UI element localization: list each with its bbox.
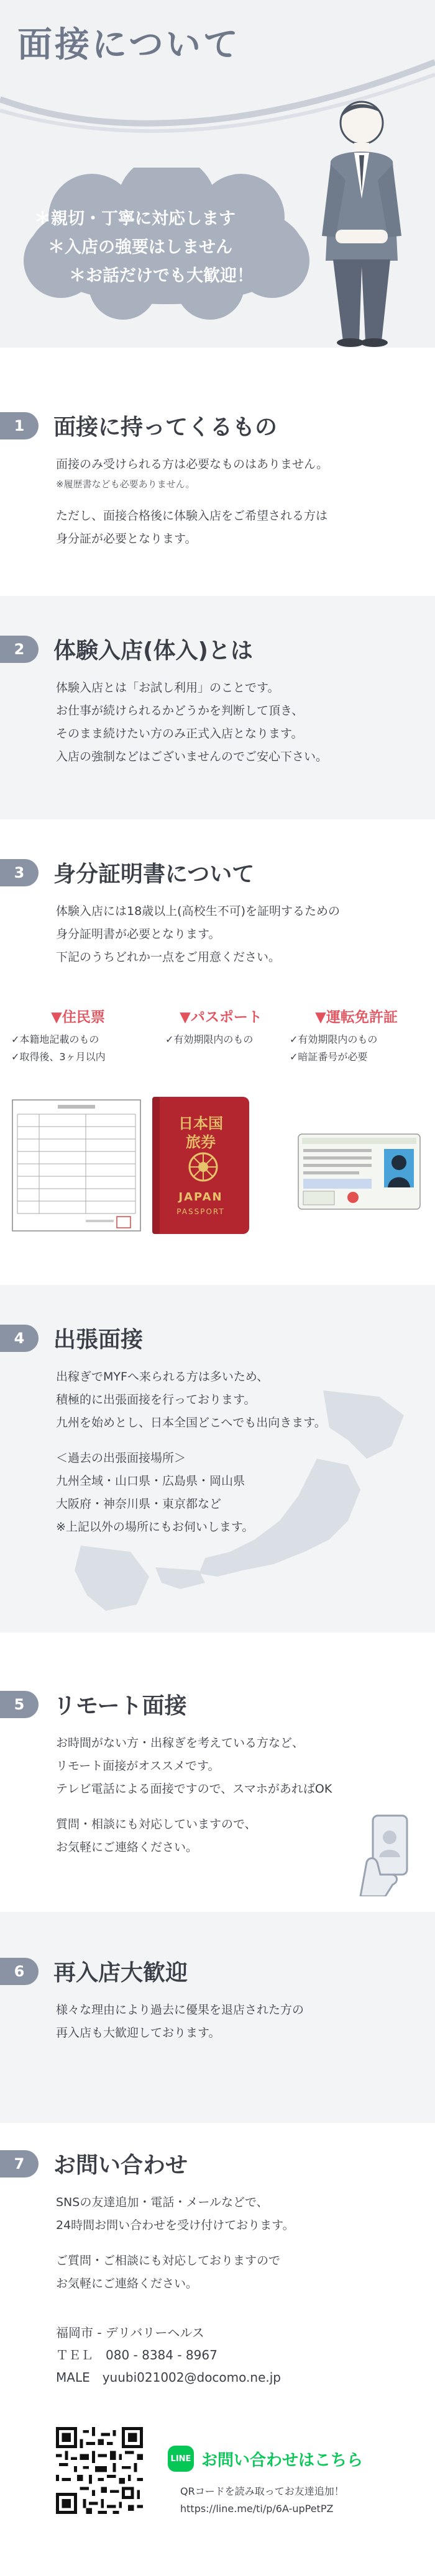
- body-note: ※履歴書なども必要ありません。: [56, 479, 195, 490]
- doc-label: ▼住民票: [51, 1009, 105, 1025]
- line-contact-label[interactable]: お問い合わせはこちら: [201, 2451, 364, 2470]
- section-header: [0, 1322, 143, 1354]
- section-number-badge: 3: [0, 859, 39, 886]
- passport-line: JAPAN: [178, 1191, 223, 1204]
- body-line: 面接のみ受けられる方は必要なものはありません。: [56, 457, 329, 471]
- body-line: 体験入店とは「お試し利用」のことです。: [56, 681, 280, 695]
- section-title: 面接に持ってくるもの: [53, 415, 278, 440]
- passport-subtitle: [151, 1191, 250, 1216]
- section-header: [0, 1688, 187, 1720]
- body-line: ご質問・ご相談にも対応しておりますので: [56, 2254, 281, 2268]
- smartphone-hand-icon: [354, 1813, 423, 1896]
- body-line: 入店の強制などはございませんのでご安心下さい。: [56, 750, 328, 763]
- doc-note: ✓有効期限内のもの: [290, 1034, 378, 1045]
- section-title: お問い合わせ: [53, 2153, 188, 2178]
- hero-line-2: ＊入店の強要はしません: [48, 238, 232, 257]
- body-line: お仕事が続けられるかどうかを判断して頂き、: [56, 704, 304, 718]
- body-line: 再入店も大歓迎しております。: [56, 2026, 221, 2040]
- passport-line: 旅券: [186, 1133, 216, 1151]
- section-remote-visit: [0, 1285, 435, 1633]
- line-contact-link[interactable]: [168, 2446, 363, 2472]
- line-qr-code-icon[interactable]: [56, 2427, 143, 2514]
- section-title: 体験入店(体入)とは: [53, 638, 253, 664]
- section-body: [56, 1999, 423, 2045]
- body-line: リモート面接がオススメです。: [56, 1759, 220, 1773]
- section-header: [0, 410, 277, 441]
- section-title: 再入店大歓迎: [53, 1960, 188, 1986]
- body-line: お時間がない方・出稼ぎを考えている方など、: [56, 1736, 304, 1750]
- doc-note: ✓取得後、3ヶ月以内: [11, 1051, 106, 1063]
- body-line: ※上記以外の場所にもお伺いします。: [56, 1520, 254, 1534]
- section-number-badge: 6: [0, 1958, 39, 1985]
- body-line: 積極的に出張面接を行っております。: [56, 1393, 256, 1407]
- section-number-badge: 2: [0, 636, 39, 663]
- id-document-list: [11, 1006, 424, 1241]
- body-line: 九州全域・山口県・広島県・岡山県: [56, 1474, 245, 1488]
- body-line: SNSの友達追加・電話・メールなどで、: [56, 2195, 268, 2209]
- hero-line-1: ＊親切・丁寧に対応します: [34, 209, 236, 228]
- doc-note: ✓有効期限内のもの: [165, 1034, 254, 1045]
- section-rejoin-welcome: [0, 1912, 435, 2123]
- section-interview-items: [0, 348, 435, 596]
- doc-notes: [290, 1031, 423, 1066]
- section-number-badge: 7: [0, 2150, 39, 2177]
- doc-label: ▼運転免許証: [315, 1009, 398, 1025]
- line-instruction-text: QRコードを読み取ってお友達追加！: [180, 2485, 344, 2497]
- doc-label: ▼パスポート: [180, 1009, 262, 1025]
- section-number-badge: 4: [0, 1325, 39, 1352]
- hero-line-3: ＊お話だけでも大歓迎！: [69, 266, 254, 286]
- section-remote-interview: [0, 1633, 435, 1912]
- section-title: 出張面接: [53, 1327, 144, 1353]
- contact-info: [56, 2322, 281, 2389]
- body-line: テレビ電話による面接ですので、スマホがあればOK: [56, 1782, 332, 1796]
- hero-promises: [34, 205, 308, 290]
- phone-number[interactable]: ＴＥＬ 080 - 8384 - 8967: [56, 2348, 218, 2362]
- section-header: [0, 1955, 188, 1987]
- bowing-man-icon: [292, 93, 429, 348]
- section-title: 身分証明書について: [53, 862, 255, 887]
- doc-note: ✓暗証番号が必要: [290, 1051, 368, 1063]
- doc-notes: [154, 1031, 288, 1048]
- body-line: 大阪府・神奈川県・東京都など: [56, 1497, 222, 1511]
- body-line: 体験入店には18歳以上(高校生不可)を証明するための: [56, 904, 341, 918]
- section-body: [56, 677, 423, 768]
- body-line: お気軽にご連絡ください。: [56, 1840, 198, 1854]
- section-header: [0, 633, 253, 665]
- body-line: 身分証が必要となります。: [56, 532, 197, 546]
- passport-line: 日本国: [178, 1115, 223, 1132]
- doc-notes: [11, 1031, 145, 1066]
- body-line: そのまま続けたい方のみ正式入店となります。: [56, 727, 303, 741]
- section-number-badge: 1: [0, 412, 39, 439]
- doc-resident-card: [11, 1006, 145, 1066]
- line-url[interactable]: https://line.me/ti/p/6A-upPetPZ: [180, 2503, 334, 2515]
- shop-name: 福岡市 - デリバリーヘルス: [56, 2325, 204, 2340]
- section-id-documents: [0, 819, 435, 1285]
- line-instructions: [180, 2483, 344, 2518]
- email-address[interactable]: MALE yuubi021002@docomo.ne.jp: [56, 2370, 281, 2385]
- passport-line: PASSPORT: [176, 1207, 225, 1216]
- drivers-license-icon: [297, 1133, 421, 1210]
- section-body: [56, 1366, 423, 1539]
- body-line: 下記のうちどれか一点をご用意ください。: [56, 950, 281, 964]
- body-line: 身分証明書が必要となります。: [56, 927, 221, 941]
- line-app-icon: LINE: [168, 2446, 194, 2472]
- body-line: お気軽にご連絡ください。: [56, 2277, 198, 2290]
- body-line: 24時間お問い合わせを受け付けております。: [56, 2218, 295, 2232]
- page-title: 面接について: [17, 25, 240, 65]
- doc-note: ✓本籍地記載のもの: [11, 1034, 99, 1045]
- doc-passport: [154, 1006, 288, 1048]
- doc-drivers-license: [290, 1006, 423, 1066]
- resident-certificate-icon: [11, 1099, 142, 1232]
- section-trial-entry: [0, 596, 435, 819]
- passport-title: [151, 1114, 250, 1151]
- body-line: 出稼ぎでMYFへ来られる方は多いため、: [56, 1370, 269, 1384]
- body-line: 様々な理由により過去に優果を退店された方の: [56, 2003, 304, 2017]
- section-title: リモート面接: [53, 1693, 187, 1719]
- body-line: ただし、面接合格後に体験入店をご希望される方は: [56, 509, 328, 523]
- section-number-badge: 5: [0, 1691, 39, 1718]
- body-line: ＜過去の出張面接場所＞: [56, 1451, 186, 1465]
- section-header: [0, 2148, 188, 2179]
- section-body: [56, 2191, 423, 2295]
- section-header: [0, 857, 254, 888]
- body-line: 九州を始めとし、日本全国どこへでも出向きます。: [56, 1416, 326, 1430]
- section-body: [56, 900, 423, 969]
- body-line: 質問・相談にも対応していますので、: [56, 1817, 257, 1831]
- hero-section: [0, 0, 435, 348]
- section-contact: [0, 2123, 435, 2576]
- section-body: [56, 453, 423, 551]
